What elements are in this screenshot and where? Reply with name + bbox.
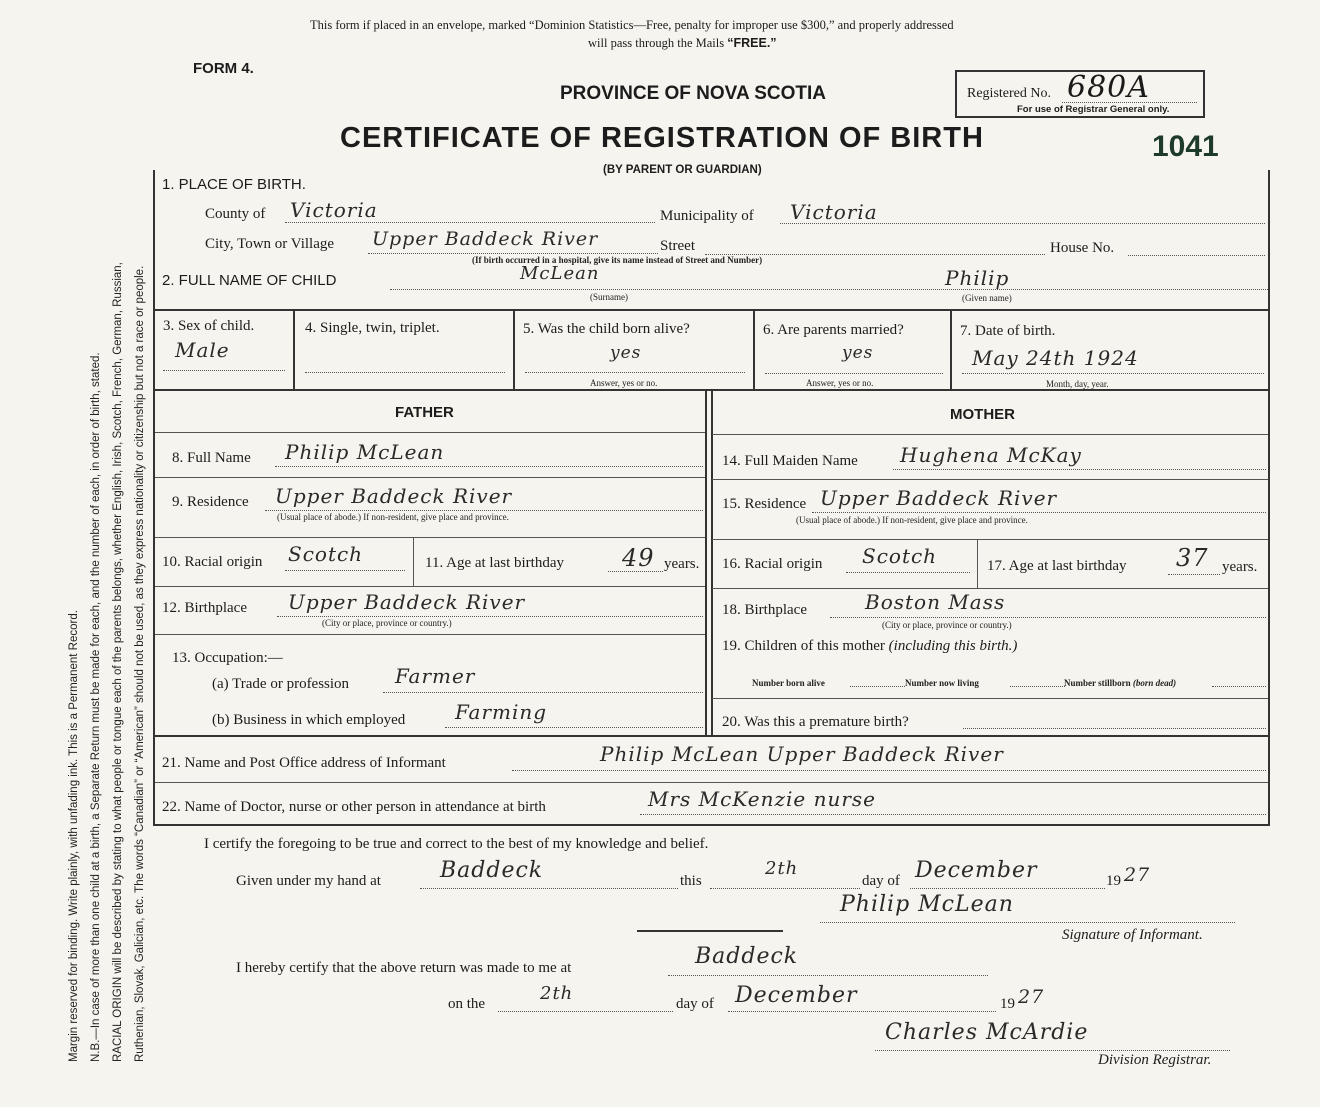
registrar-place-value: Baddeck bbox=[695, 944, 799, 969]
trade-value: Farmer bbox=[395, 664, 476, 688]
dob-label: 7. Date of birth. bbox=[960, 323, 1056, 339]
mother-racial-value: Scotch bbox=[862, 544, 938, 568]
born-alive-label: 5. Was the child born alive? bbox=[523, 321, 690, 337]
mother-racial-label: 16. Racial origin bbox=[722, 556, 823, 572]
certificate-subtitle: (BY PARENT OR GUARDIAN) bbox=[603, 164, 762, 176]
mother-birthplace-caption: (City or place, province or country.) bbox=[882, 620, 1012, 630]
number-stillborn-note: (born dead) bbox=[1132, 678, 1177, 688]
day-of-label: day of bbox=[862, 873, 900, 889]
sex-value: Male bbox=[175, 338, 230, 362]
father-age-value: 49 bbox=[622, 544, 655, 572]
registrar-caption: Division Registrar. bbox=[1098, 1052, 1212, 1068]
mother-heading: MOTHER bbox=[950, 406, 1015, 423]
mother-age-value: 37 bbox=[1176, 544, 1209, 572]
mother-residence-caption: (Usual place of abode.) If non-resident, give place and province. bbox=[796, 515, 1028, 525]
parents-married-caption: Answer, yes or no. bbox=[806, 378, 874, 388]
registered-label: Registered No. bbox=[967, 86, 1051, 101]
number-now-living: Number now living bbox=[905, 678, 979, 688]
surname-caption: (Surname) bbox=[590, 292, 628, 302]
given-day-value: 2th bbox=[765, 858, 799, 879]
street-label: Street bbox=[660, 238, 695, 254]
born-alive-caption: Answer, yes or no. bbox=[590, 378, 658, 388]
mother-birthplace-label: 18. Birthplace bbox=[722, 602, 807, 618]
mail-notice-line2 bbox=[588, 36, 777, 51]
on-the-label: on the bbox=[448, 996, 486, 1012]
business-value: Farming bbox=[455, 700, 548, 724]
children-label-note: (including this birth.) bbox=[888, 638, 1018, 654]
child-given-name: Philip bbox=[945, 266, 1010, 290]
mother-residence-label: 15. Residence bbox=[722, 496, 807, 512]
registrar-signature: Charles McArdie bbox=[885, 1020, 1089, 1045]
trade-label: (a) Trade or profession bbox=[212, 676, 350, 692]
father-residence-caption: (Usual place of abode.) If non-resident, give place and province. bbox=[277, 512, 509, 522]
registrar-year-value: 27 bbox=[1018, 986, 1045, 1008]
children-label bbox=[722, 638, 1017, 655]
child-surname: McLean bbox=[520, 263, 600, 284]
number-born-alive: Number born alive bbox=[752, 678, 825, 688]
mother-birthplace-value: Boston Mass bbox=[865, 590, 1006, 614]
mail-notice-free: “FREE.” bbox=[727, 36, 777, 50]
informant-signature-caption: Signature of Informant. bbox=[1062, 927, 1203, 943]
dob-value: May 24th 1924 bbox=[972, 346, 1139, 370]
municipality-label: Municipality of bbox=[660, 208, 754, 224]
registrar-day-of-label: day of bbox=[676, 996, 714, 1012]
stamp-number: 1041 bbox=[1152, 130, 1219, 163]
number-stillborn-text: Number stillborn bbox=[1064, 678, 1131, 688]
informant-label: 21. Name and Post Office address of Informant bbox=[162, 755, 446, 771]
father-birthplace-value: Upper Baddeck River bbox=[288, 590, 526, 614]
registered-number-box bbox=[955, 70, 1205, 118]
this-label: this bbox=[680, 873, 702, 889]
given-year-prefix: 19 bbox=[1106, 873, 1121, 889]
father-racial-value: Scotch bbox=[288, 542, 364, 566]
number-stillborn bbox=[1064, 678, 1176, 688]
mother-name-label: 14. Full Maiden Name bbox=[722, 453, 858, 469]
place-of-birth-label: 1. PLACE OF BIRTH. bbox=[162, 176, 306, 193]
given-under-label: Given under my hand at bbox=[236, 873, 381, 889]
father-racial-label: 10. Racial origin bbox=[162, 554, 263, 570]
registrar-statement: I hereby certify that the above return was made to me at bbox=[236, 960, 572, 976]
father-birthplace-label: 12. Birthplace bbox=[162, 600, 247, 616]
municipality-value: Victoria bbox=[790, 200, 878, 224]
informant-signature: Philip McLean bbox=[840, 892, 1014, 917]
certificate-title: CERTIFICATE OF REGISTRATION OF BIRTH bbox=[340, 122, 984, 154]
father-name-label: 8. Full Name bbox=[172, 450, 251, 466]
given-place-value: Baddeck bbox=[440, 858, 544, 883]
mother-age-label: 17. Age at last birthday bbox=[987, 558, 1127, 574]
premature-label: 20. Was this a premature birth? bbox=[722, 714, 909, 730]
registrar-year-prefix: 19 bbox=[1000, 996, 1015, 1012]
child-name-label: 2. FULL NAME OF CHILD bbox=[162, 272, 337, 289]
city-label: City, Town or Village bbox=[205, 236, 335, 252]
occupation-label: 13. Occupation:— bbox=[172, 650, 283, 666]
registrar-month-value: December bbox=[735, 983, 858, 1008]
mother-years: years. bbox=[1222, 559, 1258, 575]
father-residence-value: Upper Baddeck River bbox=[275, 484, 513, 508]
children-label-text: 19. Children of this mother bbox=[722, 638, 885, 654]
father-age-label: 11. Age at last birthday bbox=[425, 555, 564, 571]
single-twin-label: 4. Single, twin, triplet. bbox=[305, 320, 440, 336]
margin-note-text-2: N.B.—In case of more than one child at a birth, a Separate Return must be made for each, and the number of each, in order of birth, stated. bbox=[90, 352, 102, 1062]
parents-married-value: yes bbox=[842, 343, 874, 363]
sex-label: 3. Sex of child. bbox=[163, 318, 255, 334]
doctor-label: 22. Name of Doctor, nurse or other person in attendance at birth bbox=[162, 799, 546, 815]
given-caption: (Given name) bbox=[962, 293, 1012, 303]
born-alive-value: yes bbox=[610, 343, 642, 363]
father-heading: FATHER bbox=[395, 404, 454, 421]
father-name-value: Philip McLean bbox=[285, 440, 445, 464]
margin-note-text-4: Ruthenian, Slovak, Galician, etc. The words “Canadian” or “American” should not be used, as they express nationality or citizenship but not a race or people. bbox=[134, 265, 146, 1062]
father-birthplace-caption: (City or place, province or country.) bbox=[322, 618, 452, 628]
dob-caption: Month, day, year. bbox=[1046, 379, 1109, 389]
doctor-value: Mrs McKenzie nurse bbox=[648, 787, 877, 811]
business-label: (b) Business in which employed bbox=[212, 712, 406, 728]
certify-statement: I certify the foregoing to be true and correct to the best of my knowledge and belief. bbox=[204, 836, 709, 852]
given-month-value: December bbox=[915, 858, 1038, 883]
margin-note-text-3: RACIAL ORIGIN will be described by stating to what people or tongue each of the parents belongs, whether English, Irish, Scotch, French, German, Russian, bbox=[112, 262, 124, 1062]
county-value: Victoria bbox=[290, 198, 378, 222]
mother-residence-value: Upper Baddeck River bbox=[820, 486, 1058, 510]
province-title: PROVINCE OF NOVA SCOTIA bbox=[560, 83, 827, 104]
mother-name-value: Hughena McKay bbox=[900, 443, 1082, 467]
hospital-note: (If birth occurred in a hospital, give its name instead of Street and Number) bbox=[472, 255, 763, 265]
city-value: Upper Baddeck River bbox=[372, 228, 599, 250]
father-years: years. bbox=[664, 556, 700, 572]
parents-married-label: 6. Are parents married? bbox=[763, 322, 904, 338]
house-label: House No. bbox=[1050, 240, 1115, 256]
registrar-note: For use of Registrar General only. bbox=[1017, 104, 1170, 115]
mail-notice-line1: This form if placed in an envelope, marked “Dominion Statistics—Free, penalty for improper use $300,” and properly addressed bbox=[310, 18, 954, 32]
registered-value: 680A bbox=[1067, 70, 1150, 105]
form-number: FORM 4. bbox=[193, 60, 254, 77]
county-label: County of bbox=[205, 206, 266, 222]
given-year-value: 27 bbox=[1124, 864, 1151, 886]
registrar-day-value: 2th bbox=[540, 983, 574, 1004]
mail-notice-prefix: will pass through the Mails bbox=[588, 36, 728, 50]
father-residence-label: 9. Residence bbox=[172, 494, 249, 510]
margin-note-text-1: Margin reserved for binding. Write plainly, with unfading ink. This is a Permanent Record. bbox=[68, 610, 80, 1062]
informant-value: Philip McLean Upper Baddeck River bbox=[600, 742, 1004, 766]
